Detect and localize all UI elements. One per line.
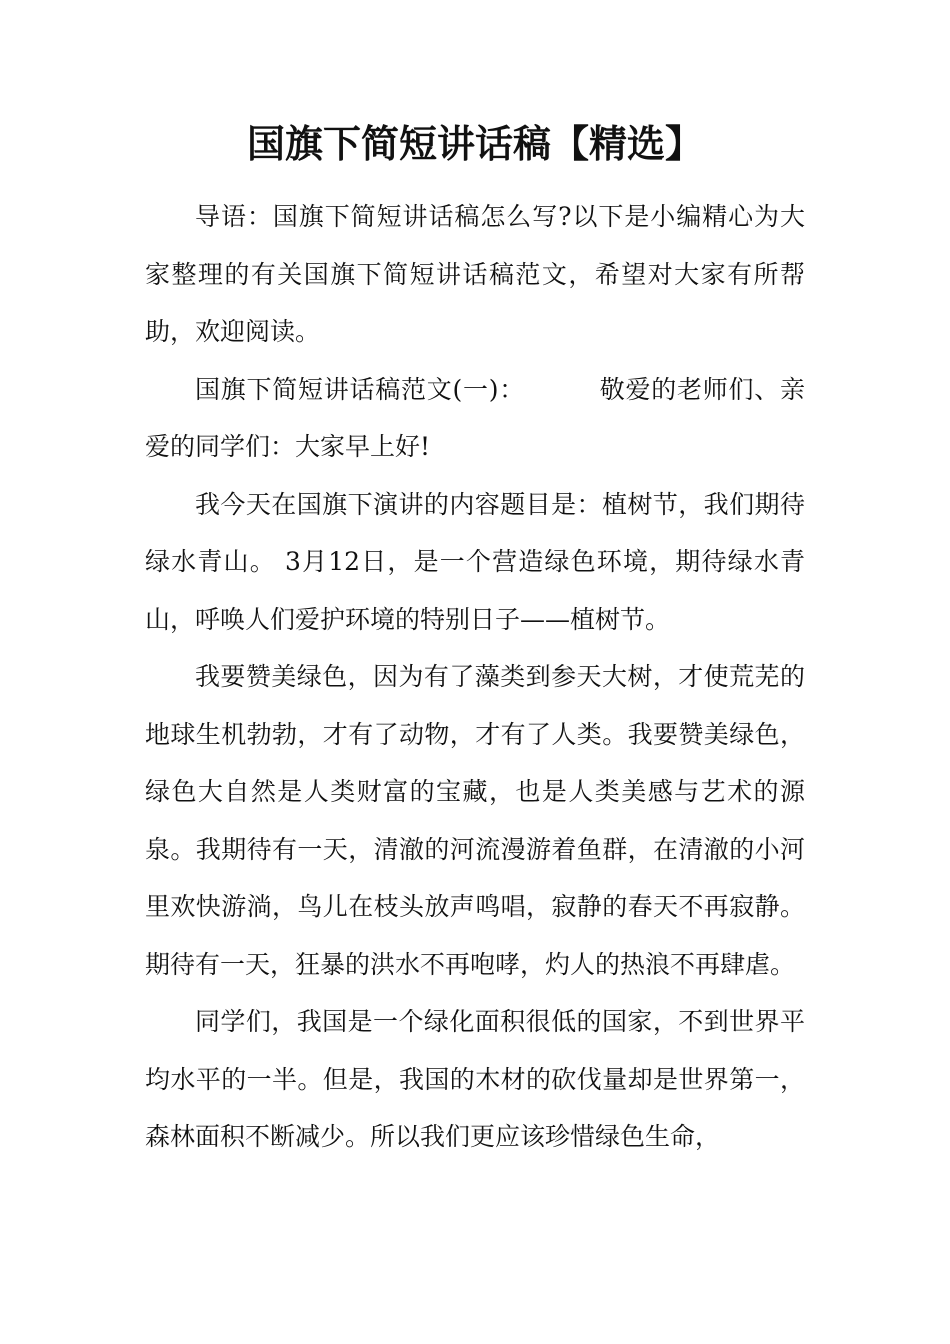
paragraph-lead: 国旗下简短讲话稿范文(一)： xyxy=(195,374,525,404)
paragraph-topic xyxy=(145,476,805,649)
paragraph-intro xyxy=(145,188,805,361)
paragraph-forest xyxy=(145,993,805,1166)
paragraph-text: 敬爱的老师们、亲爱的同学们：大家早上好! xyxy=(145,374,805,461)
paragraph-praise-green xyxy=(145,648,805,993)
paragraph-text: 导语：国旗下简短讲话稿怎么写?以下是小编精心为大家整理的有关国旗下简短讲话稿范文，希望对大家有所帮助，欢迎阅读。 xyxy=(145,202,805,346)
paragraph-text: 我今天在国旗下演讲的内容题目是：植树节，我们期待绿水青山。 3月12日，是一个营造绿色环境，期待绿水青山，呼唤人们爱护环境的特别日子——植树节。 xyxy=(145,489,805,634)
paragraph-text: 我要赞美绿色，因为有了藻类到参天大树，才使荒芜的地球生机勃勃，才有了动物，才有了人类。我要赞美绿色，绿色大自然是人类财富的宝藏，也是人类美感与艺术的源泉。我期待有一天，清澈的河流漫游着鱼群，在清澈的小河里欢快游淌，鸟儿在枝头放声鸣唱，寂静的春天不再寂静。 期待有一天，狂暴的洪水不再咆哮，灼人的热浪不再肆虐。 xyxy=(145,662,805,979)
document-title: 国旗下简短讲话稿【精选】 xyxy=(246,122,703,166)
document-body xyxy=(145,188,805,1166)
paragraph-greeting xyxy=(145,361,805,476)
paragraph-text: 同学们，我国是一个绿化面积很低的国家，不到世界平均水平的一半。但是，我国的木材的砍伐量却是世界第一，森林面积不断减少。所以我们更应该珍惜绿色生命， xyxy=(145,1007,805,1151)
